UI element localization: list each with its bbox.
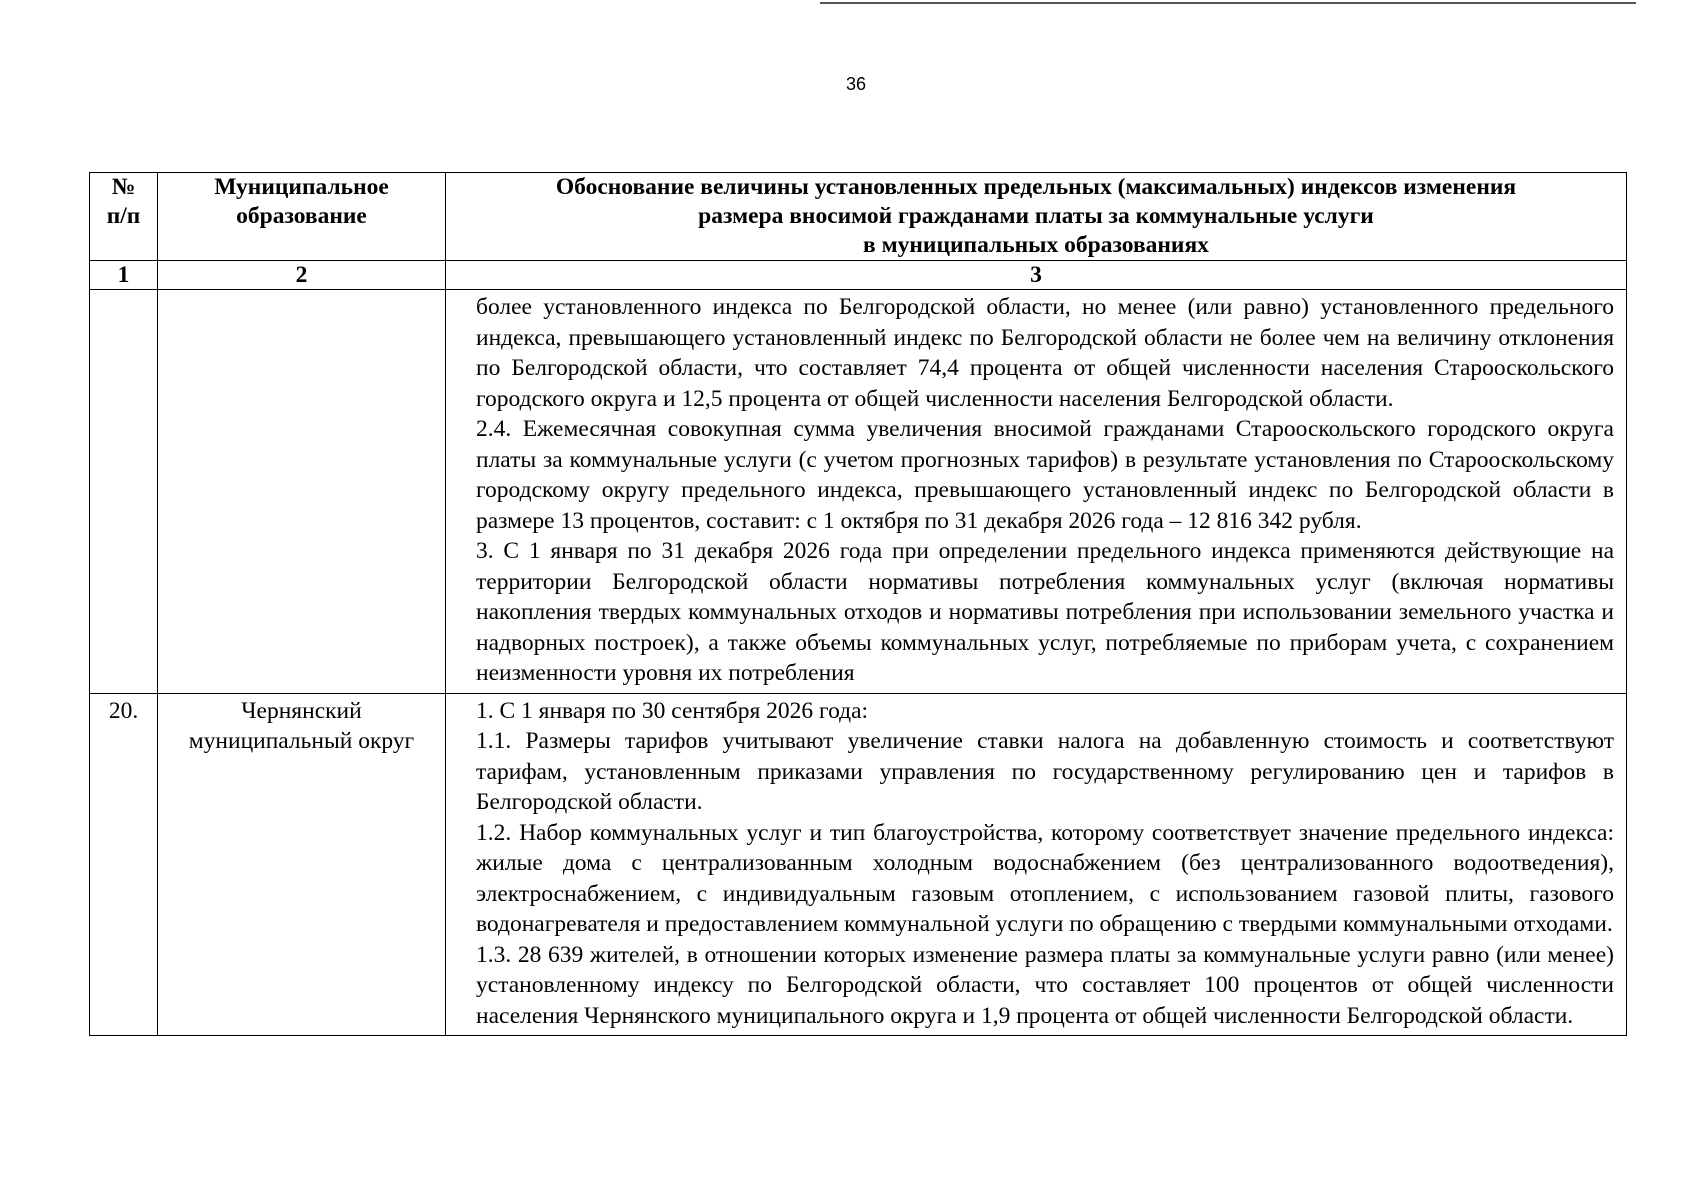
header-municipality [158, 173, 446, 261]
municipality-line: муниципальный округ [188, 728, 415, 754]
header-justification-line: Обоснование величины установленных предельных (максимальных) индексов изменения [555, 174, 1517, 200]
justification-paragraph: 2.4. Ежемесячная совокупная сумма увеличения вносимой гражданами Старооскольского городского округа платы за коммунальные услуги (с учетом прогнозных тарифов) в результате установления по Старооскольскому городскому округу предельного индекса, превышающего установленный индекс по Белгородской области в размере 13 процентов, составит: с 1 октября по 31 декабря 2026 года – 12 816 342 рубля. [476, 416, 1614, 534]
row-municipality [158, 693, 446, 1036]
header-number-line: № [111, 174, 136, 200]
column-number: 2 [158, 261, 446, 290]
justification-paragraph: 1.1. Размеры тарифов учитывают увеличение ставки налога на добавленную стоимость и соответствуют тарифам, установленным приказами управления по государственному регулированию цен и тарифов в Белгородской области. [476, 728, 1614, 815]
justification-paragraph: 1. С 1 января по 30 сентября 2026 года: [476, 697, 869, 724]
header-municipality-line: Муниципальное [214, 174, 389, 200]
header-municipality-line: образование [236, 203, 367, 229]
header-justification-line: в муниципальных образованиях [863, 232, 1209, 258]
row-justification [446, 290, 1627, 694]
row-number [90, 290, 158, 694]
top-rule [820, 2, 1636, 4]
header-number-line: п/п [106, 203, 141, 229]
header-number [90, 173, 158, 261]
header-justification [446, 173, 1627, 261]
tariff-index-table [89, 172, 1627, 1036]
header-row [90, 173, 1627, 261]
justification-paragraph: более установленного индекса по Белгородской области, но менее (или равно) установленного предельного индекса, превышающего установленный индекс по Белгородской области не более чем на величину отклонения по Белгородской области, что составляет 74,4 процента от общей численности населения Старооскольского городского округа и 12,5 процента от общей численности населения Белгородской области. [476, 294, 1614, 412]
table-row [90, 693, 1627, 1036]
justification-paragraph: 3. С 1 января по 31 декабря 2026 года при определении предельного индекса применяются действующие на территории Белгородской области нормативы потребления коммунальных услуг (включая нормативы накопления твердых коммунальных отходов и нормативы потребления при использовании земельного участка и надворных построек), а также объемы коммунальных услуг, потребляемые по приборам учета, с сохранением неизменности уровня их потребления [476, 538, 1614, 686]
row-justification [446, 693, 1627, 1036]
table-row [90, 290, 1627, 694]
row-municipality [158, 290, 446, 694]
column-number: 1 [90, 261, 158, 290]
row-number: 20. [90, 693, 158, 1036]
column-number-row [90, 261, 1627, 290]
justification-paragraph: 1.2. Набор коммунальных услуг и тип благоустройства, которому соответствует значение предельного индекса: жилые дома с централизованным холодным водоснабжением (без централизованного водоотведения), электроснабжением, с индивидуальным газовым отоплением, с использованием газовой плиты, газового водонагревателя и предоставлением коммунальной услуги по обращению с твердыми коммунальными отходами. [476, 819, 1614, 937]
page-number: 36 [845, 74, 867, 94]
header-justification-line: размера вносимой гражданами платы за коммунальные услуги [698, 203, 1374, 229]
municipality-line: Чернянский [241, 697, 362, 724]
justification-paragraph: 1.3. 28 639 жителей, в отношении которых изменение размера платы за коммунальные услуги равно (или менее) установленному индексу по Белгородской области, что составляет 100 процентов от общей численности населения Чернянского муниципального округа и 1,9 процента от общей численности Белгородской области. [476, 941, 1614, 1029]
column-number: 3 [446, 261, 1627, 290]
